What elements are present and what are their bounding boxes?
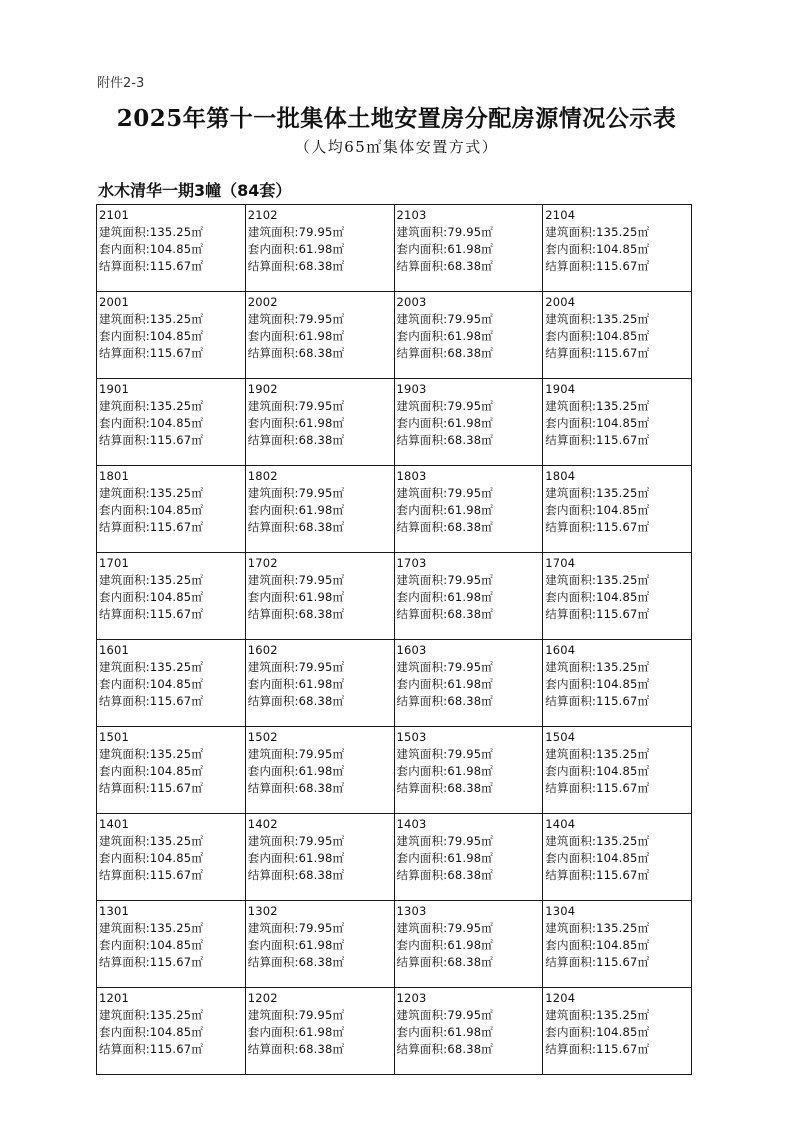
unit-number: 2101 bbox=[99, 208, 130, 222]
annex-label: 附件2-3 bbox=[97, 76, 145, 91]
unit-inner-area: 套内面积:104.85㎡ bbox=[545, 329, 650, 343]
unit-inner-area: 套内面积:61.98㎡ bbox=[247, 503, 345, 517]
unit-number: 1903 bbox=[396, 382, 427, 396]
unit-settle-area: 结算面积:68.38㎡ bbox=[396, 433, 493, 447]
unit-build-area: 建筑面积:135.25㎡ bbox=[545, 573, 650, 587]
unit-build-area: 建筑面积:135.25㎡ bbox=[99, 312, 204, 326]
unit-build-area: 建筑面积:79.95㎡ bbox=[247, 1008, 345, 1022]
unit-row bbox=[97, 901, 692, 988]
unit-inner-area: 套内面积:61.98㎡ bbox=[247, 242, 345, 256]
unit-inner-area: 套内面积:61.98㎡ bbox=[396, 764, 493, 778]
unit-settle-area: 结算面积:115.67㎡ bbox=[545, 781, 650, 795]
unit-inner-area: 套内面积:61.98㎡ bbox=[396, 503, 493, 517]
unit-cell bbox=[245, 553, 394, 640]
unit-cell bbox=[394, 292, 543, 379]
unit-settle-area: 结算面积:115.67㎡ bbox=[545, 868, 650, 882]
unit-number: 1203 bbox=[396, 991, 427, 1005]
unit-inner-area: 套内面积:61.98㎡ bbox=[247, 590, 345, 604]
unit-number: 1703 bbox=[396, 556, 427, 570]
unit-cell bbox=[543, 553, 692, 640]
unit-cell bbox=[394, 814, 543, 901]
unit-inner-area: 套内面积:104.85㎡ bbox=[99, 851, 204, 865]
unit-cell bbox=[245, 205, 394, 292]
unit-settle-area: 结算面积:115.67㎡ bbox=[99, 346, 204, 360]
unit-settle-area: 结算面积:68.38㎡ bbox=[247, 259, 345, 273]
unit-cell bbox=[97, 901, 246, 988]
unit-cell bbox=[97, 379, 246, 466]
unit-number: 1601 bbox=[99, 643, 130, 657]
unit-cell bbox=[245, 292, 394, 379]
unit-settle-area: 结算面积:115.67㎡ bbox=[545, 955, 650, 969]
unit-number: 1204 bbox=[545, 991, 576, 1005]
unit-number: 1802 bbox=[247, 469, 278, 483]
unit-inner-area: 套内面积:104.85㎡ bbox=[99, 329, 204, 343]
unit-inner-area: 套内面积:104.85㎡ bbox=[99, 242, 204, 256]
unit-cell bbox=[543, 640, 692, 727]
unit-number: 1304 bbox=[545, 904, 576, 918]
unit-cell bbox=[245, 901, 394, 988]
unit-cell bbox=[394, 553, 543, 640]
unit-cell bbox=[543, 466, 692, 553]
unit-settle-area: 结算面积:115.67㎡ bbox=[99, 694, 204, 708]
unit-inner-area: 套内面积:61.98㎡ bbox=[396, 416, 493, 430]
unit-number: 2001 bbox=[99, 295, 130, 309]
unit-build-area: 建筑面积:79.95㎡ bbox=[396, 486, 493, 500]
unit-build-area: 建筑面积:135.25㎡ bbox=[545, 747, 650, 761]
unit-build-area: 建筑面积:135.25㎡ bbox=[99, 747, 204, 761]
unit-inner-area: 套内面积:61.98㎡ bbox=[247, 329, 345, 343]
unit-cell bbox=[394, 640, 543, 727]
unit-number: 1202 bbox=[247, 991, 278, 1005]
unit-number: 2104 bbox=[545, 208, 576, 222]
unit-table bbox=[96, 204, 692, 1075]
unit-settle-area: 结算面积:115.67㎡ bbox=[99, 259, 204, 273]
unit-build-area: 建筑面积:79.95㎡ bbox=[396, 312, 493, 326]
unit-build-area: 建筑面积:135.25㎡ bbox=[545, 1008, 650, 1022]
unit-table-body bbox=[97, 205, 692, 1075]
unit-settle-area: 结算面积:68.38㎡ bbox=[396, 520, 493, 534]
unit-cell bbox=[543, 901, 692, 988]
unit-cell bbox=[543, 292, 692, 379]
unit-build-area: 建筑面积:79.95㎡ bbox=[247, 225, 345, 239]
unit-inner-area: 套内面积:104.85㎡ bbox=[545, 1025, 650, 1039]
unit-build-area: 建筑面积:79.95㎡ bbox=[247, 399, 345, 413]
unit-build-area: 建筑面积:79.95㎡ bbox=[396, 921, 493, 935]
unit-row bbox=[97, 553, 692, 640]
unit-inner-area: 套内面积:61.98㎡ bbox=[247, 851, 345, 865]
unit-row bbox=[97, 988, 692, 1075]
unit-inner-area: 套内面积:61.98㎡ bbox=[396, 851, 493, 865]
unit-settle-area: 结算面积:68.38㎡ bbox=[247, 868, 345, 882]
unit-settle-area: 结算面积:68.38㎡ bbox=[247, 781, 345, 795]
unit-row bbox=[97, 379, 692, 466]
unit-cell bbox=[245, 466, 394, 553]
unit-build-area: 建筑面积:79.95㎡ bbox=[396, 660, 493, 674]
unit-settle-area: 结算面积:115.67㎡ bbox=[99, 607, 204, 621]
unit-cell bbox=[245, 727, 394, 814]
unit-settle-area: 结算面积:68.38㎡ bbox=[396, 868, 493, 882]
unit-inner-area: 套内面积:104.85㎡ bbox=[545, 851, 650, 865]
unit-build-area: 建筑面积:79.95㎡ bbox=[396, 573, 493, 587]
unit-number: 2103 bbox=[396, 208, 427, 222]
unit-cell bbox=[97, 466, 246, 553]
unit-cell bbox=[97, 814, 246, 901]
unit-inner-area: 套内面积:104.85㎡ bbox=[545, 590, 650, 604]
unit-cell bbox=[245, 379, 394, 466]
unit-inner-area: 套内面积:61.98㎡ bbox=[396, 938, 493, 952]
unit-inner-area: 套内面积:104.85㎡ bbox=[99, 590, 204, 604]
unit-cell bbox=[97, 988, 246, 1075]
unit-settle-area: 结算面积:115.67㎡ bbox=[545, 346, 650, 360]
unit-inner-area: 套内面积:104.85㎡ bbox=[99, 764, 204, 778]
unit-number: 1804 bbox=[545, 469, 576, 483]
unit-inner-area: 套内面积:61.98㎡ bbox=[247, 677, 345, 691]
unit-build-area: 建筑面积:135.25㎡ bbox=[545, 921, 650, 935]
unit-settle-area: 结算面积:68.38㎡ bbox=[247, 433, 345, 447]
unit-inner-area: 套内面积:104.85㎡ bbox=[545, 677, 650, 691]
unit-row bbox=[97, 292, 692, 379]
unit-cell bbox=[245, 640, 394, 727]
unit-number: 1502 bbox=[247, 730, 278, 744]
unit-settle-area: 结算面积:68.38㎡ bbox=[247, 346, 345, 360]
unit-settle-area: 结算面积:68.38㎡ bbox=[247, 520, 345, 534]
unit-settle-area: 结算面积:68.38㎡ bbox=[396, 781, 493, 795]
unit-row bbox=[97, 205, 692, 292]
unit-cell bbox=[394, 466, 543, 553]
unit-cell bbox=[97, 553, 246, 640]
unit-inner-area: 套内面积:61.98㎡ bbox=[396, 590, 493, 604]
unit-settle-area: 结算面积:115.67㎡ bbox=[99, 955, 204, 969]
unit-inner-area: 套内面积:61.98㎡ bbox=[247, 416, 345, 430]
unit-settle-area: 结算面积:115.67㎡ bbox=[545, 694, 650, 708]
unit-cell bbox=[245, 814, 394, 901]
unit-settle-area: 结算面积:68.38㎡ bbox=[396, 607, 493, 621]
unit-settle-area: 结算面积:115.67㎡ bbox=[545, 1042, 650, 1056]
unit-build-area: 建筑面积:79.95㎡ bbox=[247, 834, 345, 848]
unit-cell bbox=[394, 727, 543, 814]
unit-inner-area: 套内面积:61.98㎡ bbox=[396, 677, 493, 691]
unit-row bbox=[97, 727, 692, 814]
unit-cell bbox=[97, 640, 246, 727]
unit-row bbox=[97, 814, 692, 901]
unit-number: 1803 bbox=[396, 469, 427, 483]
unit-inner-area: 套内面积:104.85㎡ bbox=[545, 764, 650, 778]
unit-number: 1303 bbox=[396, 904, 427, 918]
unit-number: 1403 bbox=[396, 817, 427, 831]
unit-cell bbox=[97, 292, 246, 379]
unit-inner-area: 套内面积:104.85㎡ bbox=[99, 677, 204, 691]
unit-number: 1801 bbox=[99, 469, 130, 483]
unit-number: 1503 bbox=[396, 730, 427, 744]
unit-build-area: 建筑面积:135.25㎡ bbox=[545, 486, 650, 500]
unit-inner-area: 套内面积:104.85㎡ bbox=[99, 503, 204, 517]
unit-settle-area: 结算面积:115.67㎡ bbox=[545, 259, 650, 273]
unit-row bbox=[97, 640, 692, 727]
page-subtitle: （人均65㎡集体安置方式） bbox=[294, 138, 499, 156]
unit-settle-area: 结算面积:115.67㎡ bbox=[99, 868, 204, 882]
unit-build-area: 建筑面积:135.25㎡ bbox=[99, 225, 204, 239]
unit-build-area: 建筑面积:135.25㎡ bbox=[545, 660, 650, 674]
unit-inner-area: 套内面积:104.85㎡ bbox=[545, 416, 650, 430]
unit-number: 2004 bbox=[545, 295, 576, 309]
unit-number: 1901 bbox=[99, 382, 130, 396]
unit-settle-area: 结算面积:68.38㎡ bbox=[247, 607, 345, 621]
unit-number: 1301 bbox=[99, 904, 130, 918]
unit-build-area: 建筑面积:135.25㎡ bbox=[99, 573, 204, 587]
unit-inner-area: 套内面积:61.98㎡ bbox=[247, 938, 345, 952]
unit-settle-area: 结算面积:68.38㎡ bbox=[247, 955, 345, 969]
building-section-title: 水木清华一期3幢（84套） bbox=[98, 181, 292, 200]
unit-number: 2102 bbox=[247, 208, 278, 222]
unit-cell bbox=[394, 379, 543, 466]
unit-cell bbox=[543, 814, 692, 901]
unit-settle-area: 结算面积:115.67㎡ bbox=[99, 433, 204, 447]
unit-number: 1604 bbox=[545, 643, 576, 657]
unit-build-area: 建筑面积:135.25㎡ bbox=[545, 225, 650, 239]
unit-number: 1401 bbox=[99, 817, 130, 831]
unit-inner-area: 套内面积:61.98㎡ bbox=[247, 1025, 345, 1039]
unit-cell bbox=[97, 205, 246, 292]
unit-number: 1902 bbox=[247, 382, 278, 396]
unit-cell bbox=[394, 901, 543, 988]
unit-build-area: 建筑面积:79.95㎡ bbox=[247, 312, 345, 326]
unit-build-area: 建筑面积:79.95㎡ bbox=[396, 399, 493, 413]
unit-settle-area: 结算面积:68.38㎡ bbox=[247, 694, 345, 708]
unit-settle-area: 结算面积:115.67㎡ bbox=[99, 520, 204, 534]
unit-build-area: 建筑面积:135.25㎡ bbox=[545, 312, 650, 326]
unit-cell bbox=[394, 988, 543, 1075]
unit-build-area: 建筑面积:79.95㎡ bbox=[396, 225, 493, 239]
unit-inner-area: 套内面积:104.85㎡ bbox=[99, 416, 204, 430]
unit-build-area: 建筑面积:79.95㎡ bbox=[247, 660, 345, 674]
unit-build-area: 建筑面积:135.25㎡ bbox=[99, 660, 204, 674]
unit-cell bbox=[543, 379, 692, 466]
unit-inner-area: 套内面积:104.85㎡ bbox=[545, 503, 650, 517]
unit-number: 1602 bbox=[247, 643, 278, 657]
unit-build-area: 建筑面积:135.25㎡ bbox=[99, 1008, 204, 1022]
unit-number: 1603 bbox=[396, 643, 427, 657]
unit-row bbox=[97, 466, 692, 553]
unit-settle-area: 结算面积:115.67㎡ bbox=[545, 520, 650, 534]
unit-number: 1302 bbox=[247, 904, 278, 918]
unit-number: 1404 bbox=[545, 817, 576, 831]
unit-settle-area: 结算面积:115.67㎡ bbox=[545, 433, 650, 447]
unit-build-area: 建筑面积:79.95㎡ bbox=[247, 921, 345, 935]
unit-cell bbox=[245, 988, 394, 1075]
unit-settle-area: 结算面积:68.38㎡ bbox=[247, 1042, 345, 1056]
unit-build-area: 建筑面积:79.95㎡ bbox=[247, 747, 345, 761]
unit-build-area: 建筑面积:79.95㎡ bbox=[247, 573, 345, 587]
unit-number: 1501 bbox=[99, 730, 130, 744]
unit-cell bbox=[543, 727, 692, 814]
unit-settle-area: 结算面积:68.38㎡ bbox=[396, 955, 493, 969]
unit-cell bbox=[543, 988, 692, 1075]
unit-number: 2002 bbox=[247, 295, 278, 309]
unit-number: 1402 bbox=[247, 817, 278, 831]
unit-inner-area: 套内面积:104.85㎡ bbox=[545, 938, 650, 952]
unit-number: 1904 bbox=[545, 382, 576, 396]
unit-inner-area: 套内面积:61.98㎡ bbox=[396, 242, 493, 256]
unit-settle-area: 结算面积:68.38㎡ bbox=[396, 694, 493, 708]
unit-settle-area: 结算面积:68.38㎡ bbox=[396, 259, 493, 273]
unit-inner-area: 套内面积:104.85㎡ bbox=[545, 242, 650, 256]
unit-inner-area: 套内面积:104.85㎡ bbox=[99, 938, 204, 952]
unit-cell bbox=[543, 205, 692, 292]
unit-settle-area: 结算面积:115.67㎡ bbox=[99, 781, 204, 795]
unit-settle-area: 结算面积:115.67㎡ bbox=[545, 607, 650, 621]
unit-number: 2003 bbox=[396, 295, 427, 309]
unit-number: 1702 bbox=[247, 556, 278, 570]
unit-build-area: 建筑面积:135.25㎡ bbox=[545, 834, 650, 848]
unit-number: 1201 bbox=[99, 991, 130, 1005]
unit-build-area: 建筑面积:79.95㎡ bbox=[396, 1008, 493, 1022]
unit-settle-area: 结算面积:68.38㎡ bbox=[396, 346, 493, 360]
unit-inner-area: 套内面积:61.98㎡ bbox=[247, 764, 345, 778]
unit-inner-area: 套内面积:104.85㎡ bbox=[99, 1025, 204, 1039]
unit-build-area: 建筑面积:135.25㎡ bbox=[99, 834, 204, 848]
unit-number: 1504 bbox=[545, 730, 576, 744]
unit-cell bbox=[394, 205, 543, 292]
unit-inner-area: 套内面积:61.98㎡ bbox=[396, 1025, 493, 1039]
unit-number: 1701 bbox=[99, 556, 130, 570]
unit-build-area: 建筑面积:135.25㎡ bbox=[99, 921, 204, 935]
unit-build-area: 建筑面积:79.95㎡ bbox=[247, 486, 345, 500]
unit-number: 1704 bbox=[545, 556, 576, 570]
unit-inner-area: 套内面积:61.98㎡ bbox=[396, 329, 493, 343]
unit-settle-area: 结算面积:115.67㎡ bbox=[99, 1042, 204, 1056]
unit-build-area: 建筑面积:135.25㎡ bbox=[545, 399, 650, 413]
unit-build-area: 建筑面积:135.25㎡ bbox=[99, 399, 204, 413]
unit-cell bbox=[97, 727, 246, 814]
unit-build-area: 建筑面积:135.25㎡ bbox=[99, 486, 204, 500]
page-title: 2025年第十一批集体土地安置房分配房源情况公示表 bbox=[116, 105, 677, 132]
unit-build-area: 建筑面积:79.95㎡ bbox=[396, 747, 493, 761]
unit-settle-area: 结算面积:68.38㎡ bbox=[396, 1042, 493, 1056]
unit-build-area: 建筑面积:79.95㎡ bbox=[396, 834, 493, 848]
